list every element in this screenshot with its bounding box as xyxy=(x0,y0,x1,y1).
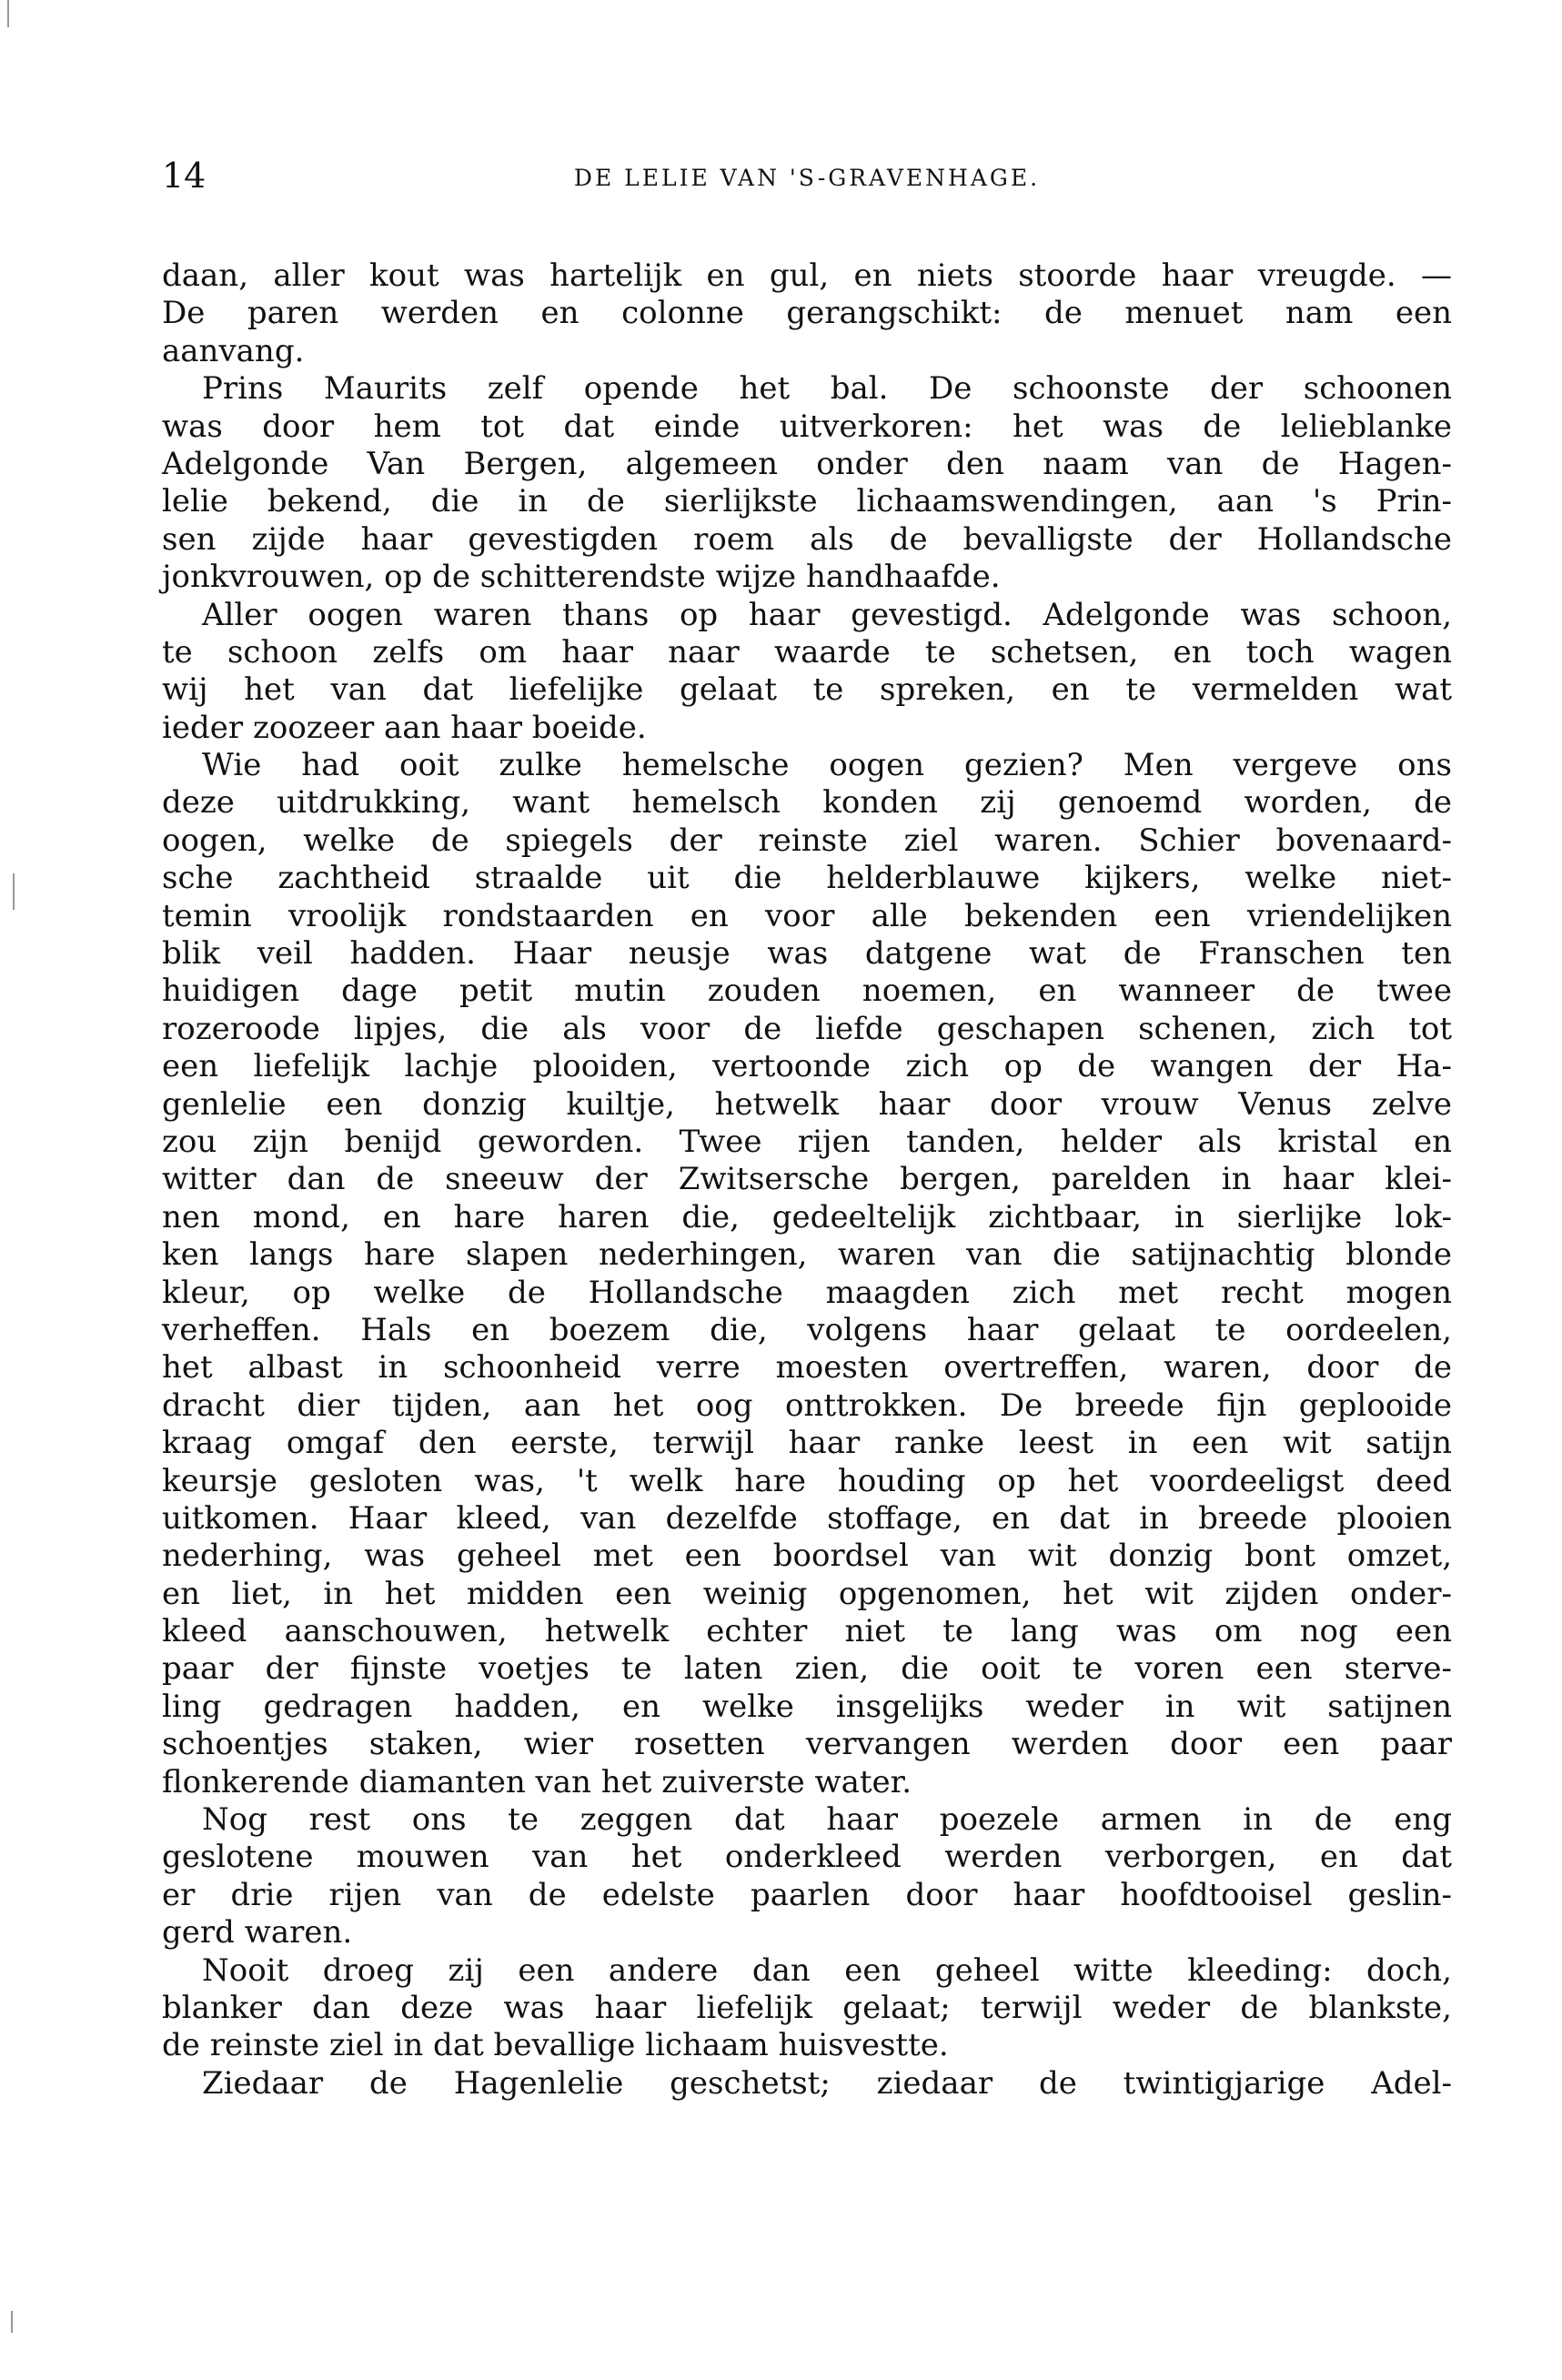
text-line: ken langs hare slapen nederhingen, waren van die satijnachtig blonde xyxy=(162,1236,1452,1274)
scan-edge-mark xyxy=(11,2311,13,2333)
text-line: temin vroolijk rondstaarden en voor alle bekenden een vriendelijken xyxy=(162,897,1452,934)
text-line: sen zijde haar gevestigden roem als de bevalligste der Hollandsche xyxy=(162,520,1452,558)
text-line: genlelie een donzig kuiltje, hetwelk haar door vrouw Venus zelve xyxy=(162,1085,1452,1123)
text-line: De paren werden en colonne gerangschikt: de menuet nam een xyxy=(162,295,1452,332)
text-line: keursje gesloten was, 't welk hare houding op het voordeeligst deed xyxy=(162,1462,1452,1499)
text-line: flonkerende diamanten van het zuiverste water. xyxy=(162,1763,912,1800)
text-line: verheffen. Hals en boezem die, volgens haar gelaat te oordeelen, xyxy=(162,1311,1452,1348)
text-line: lelie bekend, die in de sierlijkste lichaamswendingen, aan 's Prin- xyxy=(162,483,1452,520)
text-line: oogen, welke de spiegels der reinste ziel waren. Schier bovenaard- xyxy=(162,822,1452,859)
text-line: kraag omgaf den eerste, terwijl haar ranke leest in een wit satijn xyxy=(162,1425,1452,1462)
text-line: aanvang. xyxy=(162,332,305,369)
text-line: blik veil hadden. Haar neusje was datgene wat de Franschen ten xyxy=(162,935,1452,973)
text-line: het albast in schoonheid verre moesten overtreffen, waren, door de xyxy=(162,1349,1452,1387)
text-line: te schoon zelfs om haar naar waarde te schetsen, en toch wagen xyxy=(162,633,1452,671)
scan-edge-mark xyxy=(13,873,15,910)
text-line: Nog rest ons te zeggen dat haar poezele armen in de eng xyxy=(202,1801,1452,1839)
text-line: Aller oogen waren thans op haar gevestigd. Adelgonde was schoon, xyxy=(202,596,1452,633)
text-line: Ziedaar de Hagenlelie geschetst; ziedaar de twintigjarige Adel- xyxy=(202,2064,1452,2102)
text-line: nen mond, en hare haren die, gedeeltelijk zichtbaar, in sierlijke lok- xyxy=(162,1198,1452,1235)
text-line: ling gedragen hadden, en welke insgelijks weder in wit satijnen xyxy=(162,1688,1452,1725)
text-line: jonkvrouwen, op de schitterendste wijze handhaafde. xyxy=(162,559,1001,596)
text-line: ieder zoozeer aan haar boeide. xyxy=(162,709,647,746)
text-line: geslotene mouwen van het onderkleed werden verborgen, en dat xyxy=(162,1839,1452,1876)
text-line: sche zachtheid straalde uit die helderblauwe kijkers, welke niet- xyxy=(162,860,1452,897)
text-line: rozeroode lipjes, die als voor de liefde geschapen schenen, zich tot xyxy=(162,1010,1452,1047)
text-line: er drie rijen van de edelste paarlen door haar hoofdtooisel geslin- xyxy=(162,1876,1452,1913)
body-text xyxy=(162,257,1452,2103)
page-number: 14 xyxy=(162,156,207,196)
text-line: en liet, in het midden een weinig opgenomen, het wit zijden onder- xyxy=(162,1575,1452,1612)
text-line: daan, aller kout was hartelijk en gul, en niets stoorde haar vreugde. — xyxy=(162,257,1452,294)
text-line: een liefelijk lachje plooiden, vertoonde zich op de wangen der Ha- xyxy=(162,1048,1452,1085)
running-title: DE LELIE VAN 'S-GRAVENHAGE. xyxy=(573,165,1041,191)
text-line: Prins Maurits zelf opende het bal. De schoonste der schoonen xyxy=(202,370,1452,408)
text-line: Adelgonde Van Bergen, algemeen onder den naam van de Hagen- xyxy=(162,445,1452,482)
scan-edge-mark xyxy=(7,0,9,27)
text-line: Nooit droeg zij een andere dan een geheel witte kleeding: doch, xyxy=(202,1951,1452,1989)
text-line: witter dan de sneeuw der Zwitsersche bergen, parelden in haar klei- xyxy=(162,1161,1452,1198)
text-line: deze uitdrukking, want hemelsch konden zij genoemd worden, de xyxy=(162,784,1452,822)
text-line: kleed aanschouwen, hetwelk echter niet te lang was om nog een xyxy=(162,1613,1452,1650)
text-line: dracht dier tijden, aan het oog onttrokken. De breede fijn geplooide xyxy=(162,1387,1452,1424)
text-line: wij het van dat liefelijke gelaat te spreken, en te vermelden wat xyxy=(162,671,1452,709)
text-line: was door hem tot dat einde uitverkoren: het was de lelieblanke xyxy=(162,408,1452,445)
text-line: uitkomen. Haar kleed, van dezelfde stoffage, en dat in breede plooien xyxy=(162,1499,1452,1537)
text-line: nederhing, was geheel met een boordsel van wit donzig bont omzet, xyxy=(162,1538,1452,1575)
text-line: kleur, op welke de Hollandsche maagden zich met recht mogen xyxy=(162,1274,1452,1311)
page-header xyxy=(162,153,1452,198)
text-line: huidigen dage petit mutin zouden noemen, en wanneer de twee xyxy=(162,973,1452,1010)
text-line: paar der fijnste voetjes te laten zien, die ooit te voren een sterve- xyxy=(162,1650,1452,1688)
text-line: schoentjes staken, wier rosetten vervangen werden door een paar xyxy=(162,1726,1452,1763)
text-line: zou zijn benijd geworden. Twee rijen tanden, helder als kristal en xyxy=(162,1123,1452,1160)
text-line: blanker dan deze was haar liefelijk gelaat; terwijl weder de blankste, xyxy=(162,1989,1452,2026)
text-line: gerd waren. xyxy=(162,1914,353,1951)
text-line: Wie had ooit zulke hemelsche oogen gezien? Men vergeve ons xyxy=(202,747,1452,784)
text-line: de reinste ziel in dat bevallige lichaam huisvestte. xyxy=(162,2027,949,2064)
